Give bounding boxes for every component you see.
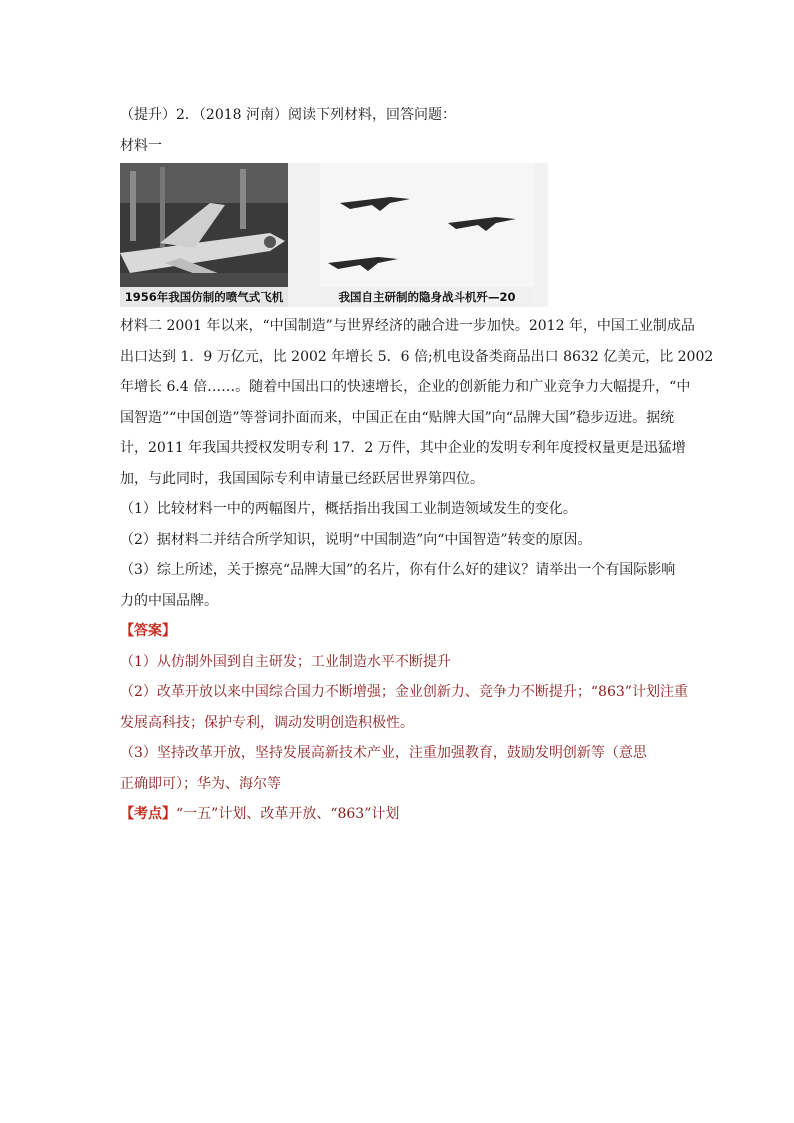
material2-line: 国智造”“中国创造”等誉词扑面而来，中国正在由“贴牌大国”向“品牌大国”稳步迈进。据统 [120,409,675,426]
material2-line: 材料二 2001 年以来，“中国制造”与世界经济的融合进一步加快。2012 年，中国工业制成品 [120,318,695,334]
material1-photos [120,163,548,307]
j20-photo [320,163,534,307]
material2-line: 出口达到 1．9 万亿元，比 2002 年增长 5．6 倍;机电设备类商品出口 8632 亿美元，比 2002 [120,348,714,365]
sub-question-3-line: 力的中国品牌。 [120,592,218,609]
sub-question-1: （1）比较材料一中的两幅图片，概括指出我国工业制造领域发生的变化。 [120,501,577,517]
answer-3-line: 正确即可）；华为、海尔等 [120,775,281,792]
material2-paragraph [120,311,714,494]
answer-header: 【答案】 [120,623,176,639]
photo2-caption: 我国自主研制的隐身战斗机歼—20 [320,287,534,307]
kaodian-row [120,799,680,830]
answer-1: （1）从仿制外国到自主研发；工业制造水平不断提升 [120,653,451,670]
jet-factory-image [120,163,288,307]
material2-line: 计，2011 年我国共授权发明专利 17．2 万件，其中企业的发明专利年度授权量更是迅猛增 [120,440,686,456]
answer-3-line: （3）坚持改革开放，坚持发展高新技术产业，注重加强教育，鼓励发明创新等（意思 [120,745,647,761]
answer-2-line: （2）改革开放以来中国综合国力不断增强；金业创新力、竞争力不断提升；“863”计划注重 [120,684,688,700]
j20-formation-image [320,163,534,307]
question-block [120,100,714,830]
material2-line: 年增长 6.4 倍……。随着中国出口的快速增长，企业的创新能力和广业竞争力大幅提升，“中 [120,379,691,395]
answer-2-line: 发展高科技；保护专利，调动发明创造积极性。 [120,714,414,731]
kaodian-header: 【考点】 [120,806,176,822]
sub-question-3-line: （3）综上所述，关于擦亮“品牌大国”的名片，你有什么好的建议？请举出一个有国际影响 [120,562,676,578]
question-heading: （提升）2．（2018 河南）阅读下列材料，回答问题： [120,107,456,123]
sub-question-2: （2）据材料二并结合所学知识，说明“中国制造”向“中国智造”转变的原因。 [120,531,592,548]
kaodian-text: “一五”计划、改革开放、“863”计划 [176,806,400,822]
material1-label: 材料一 [120,137,162,154]
jet-photo-1956 [120,163,288,307]
photo1-caption: 1956年我国仿制的喷气式飞机 [120,287,288,307]
material2-line: 加，与此同时，我国国际专利申请量已经跃居世界第四位。 [120,470,484,487]
